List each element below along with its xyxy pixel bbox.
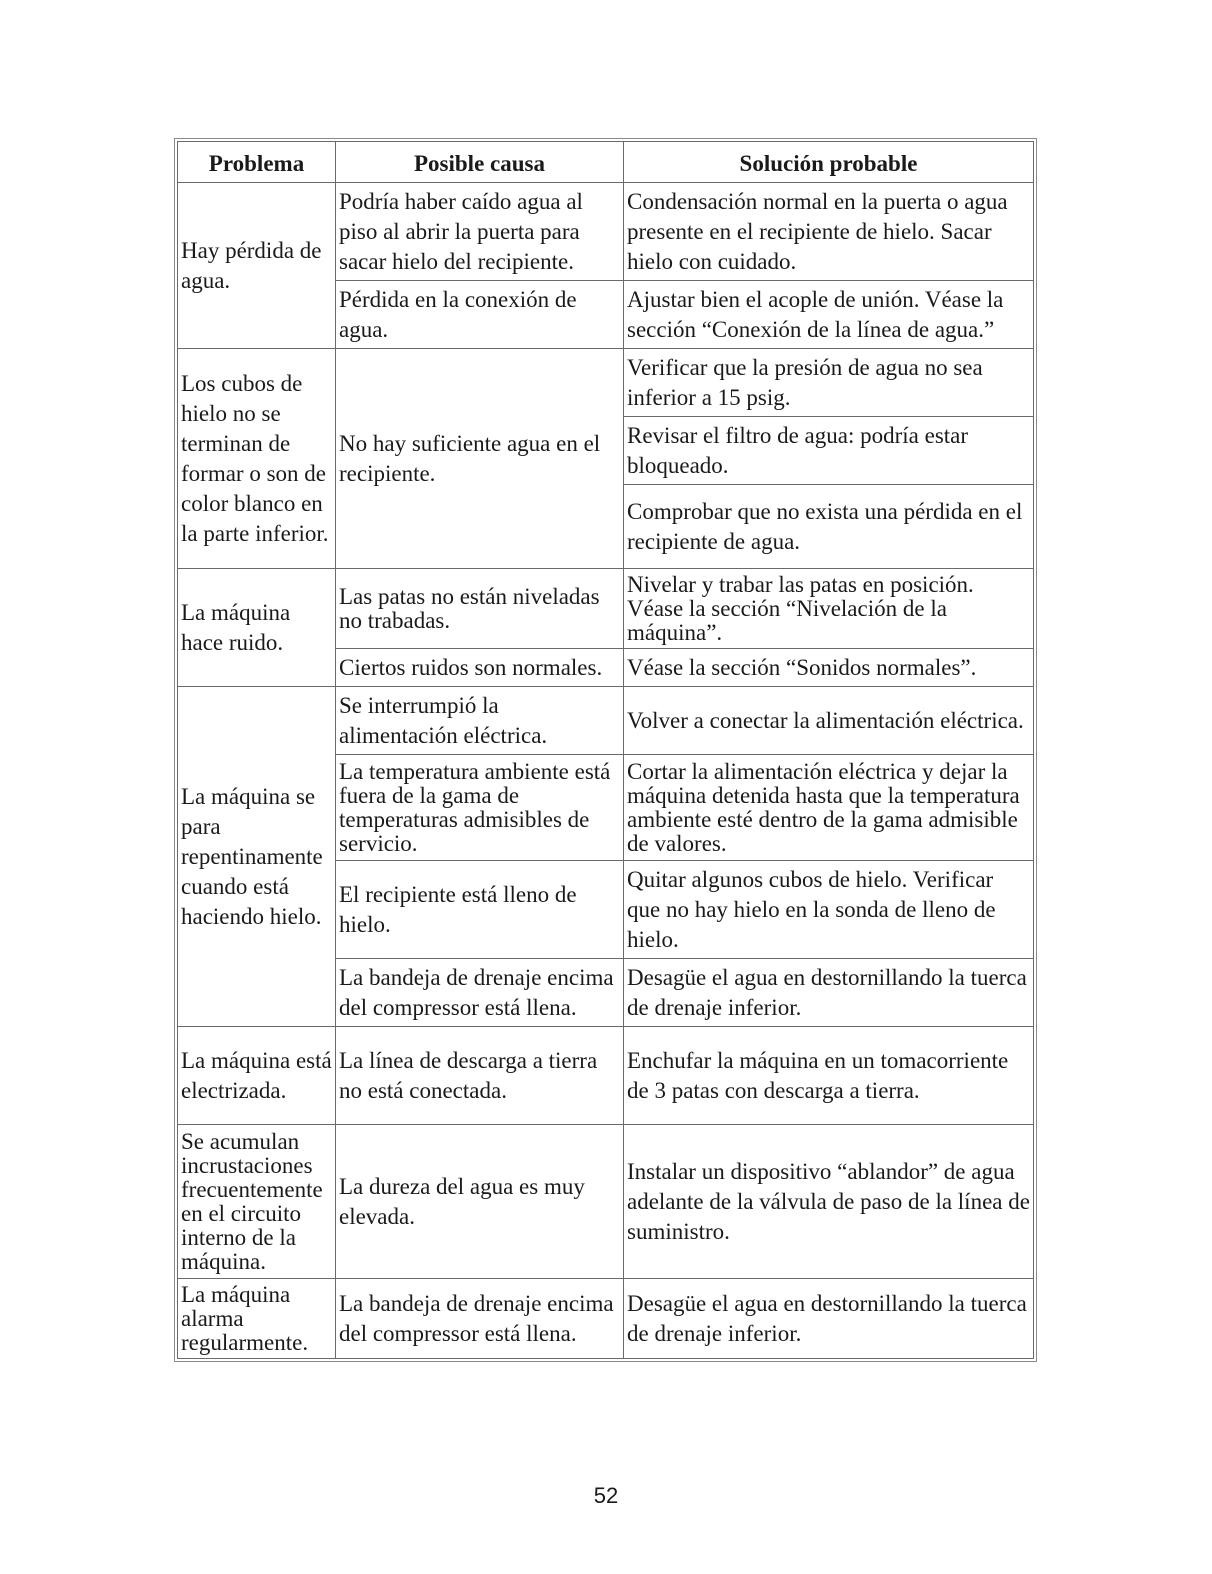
cause-cell: Se interrumpió la alimentación eléctrica. xyxy=(336,687,624,755)
table-row xyxy=(178,569,1034,649)
table-row xyxy=(178,349,1034,417)
problem-cell: La máquina se para repentinamente cuando está haciendo hielo. xyxy=(178,687,336,1027)
table-row xyxy=(178,1279,1034,1359)
solution-cell: Nivelar y trabar las patas en posición. Véase la sección “Nivelación de la máquina”. xyxy=(624,569,1034,649)
header-problem: Problema xyxy=(178,142,336,183)
problem-cell: La máquina alarma regularmente. xyxy=(178,1279,336,1359)
problem-cell: Los cubos de hielo no se terminan de formar o son de color blanco en la parte inferior. xyxy=(178,349,336,569)
solution-cell: Comprobar que no exista una pérdida en el recipiente de agua. xyxy=(624,485,1034,569)
table-row xyxy=(178,1027,1034,1125)
problem-cell: La máquina está electrizada. xyxy=(178,1027,336,1125)
cause-cell: La dureza del agua es muy elevada. xyxy=(336,1125,624,1279)
troubleshooting-table xyxy=(177,141,1034,1359)
solution-cell: Condensación normal en la puerta o agua presente en el recipiente de hielo. Sacar hielo con cuidado. xyxy=(624,183,1034,281)
cause-cell: Pérdida en la conexión de agua. xyxy=(336,281,624,349)
problem-cell: La máquina hace ruido. xyxy=(178,569,336,687)
cause-cell: Las patas no están niveladas no trabadas. xyxy=(336,569,624,649)
page-number: 52 xyxy=(593,1483,619,1508)
solution-cell: Ajustar bien el acople de unión. Véase la sección “Conexión de la línea de agua.” xyxy=(624,281,1034,349)
cause-cell: La bandeja de drenaje encima del compressor está llena. xyxy=(336,959,624,1027)
table-row xyxy=(178,1125,1034,1279)
cause-cell: No hay suficiente agua en el recipiente. xyxy=(336,349,624,569)
solution-cell: Véase la sección “Sonidos normales”. xyxy=(624,649,1034,687)
solution-cell: Desagüe el agua en destornillando la tuerca de drenaje inferior. xyxy=(624,1279,1034,1359)
solution-cell: Revisar el filtro de agua: podría estar bloqueado. xyxy=(624,417,1034,485)
troubleshooting-table-frame xyxy=(174,138,1037,1362)
cause-cell: El recipiente está lleno de hielo. xyxy=(336,861,624,959)
solution-cell: Quitar algunos cubos de hielo. Verificar que no hay hielo en la sonda de lleno de hielo. xyxy=(624,861,1034,959)
problem-cell: Hay pérdida de agua. xyxy=(178,183,336,349)
cause-cell: La temperatura ambiente está fuera de la gama de temperaturas admisibles de servicio. xyxy=(336,755,624,861)
table-row xyxy=(178,183,1034,281)
cause-cell: La bandeja de drenaje encima del compressor está llena. xyxy=(336,1279,624,1359)
problem-cell: Se acumulan incrustaciones frecuentemente en el circuito interno de la máquina. xyxy=(178,1125,336,1279)
cause-cell: La línea de descarga a tierra no está conectada. xyxy=(336,1027,624,1125)
solution-cell: Volver a conectar la alimentación eléctrica. xyxy=(624,687,1034,755)
solution-cell: Verificar que la presión de agua no sea inferior a 15 psig. xyxy=(624,349,1034,417)
solution-cell: Instalar un dispositivo “ablandor” de agua adelante de la válvula de paso de la línea de suministro. xyxy=(624,1125,1034,1279)
solution-cell: Enchufar la máquina en un tomacorriente de 3 patas con descarga a tierra. xyxy=(624,1027,1034,1125)
cause-cell: Podría haber caído agua al piso al abrir la puerta para sacar hielo del recipiente. xyxy=(336,183,624,281)
solution-cell: Cortar la alimentación eléctrica y dejar la máquina detenida hasta que la temperatura ambiente esté dentro de la gama admisible de valores. xyxy=(624,755,1034,861)
header-solution: Solución probable xyxy=(624,142,1034,183)
cause-cell: Ciertos ruidos son normales. xyxy=(336,649,624,687)
header-row xyxy=(178,142,1034,183)
solution-cell: Desagüe el agua en destornillando la tuerca de drenaje inferior. xyxy=(624,959,1034,1027)
table-row xyxy=(178,687,1034,755)
header-cause: Posible causa xyxy=(336,142,624,183)
